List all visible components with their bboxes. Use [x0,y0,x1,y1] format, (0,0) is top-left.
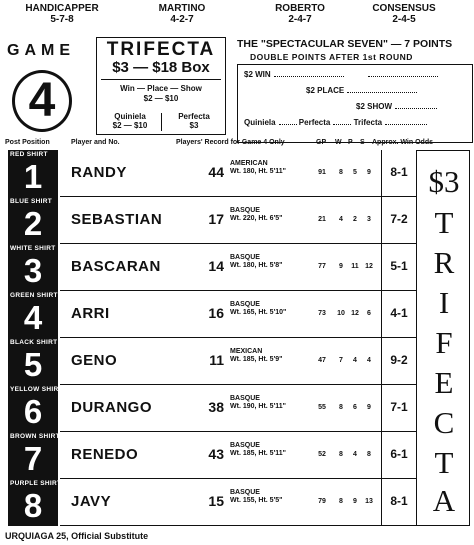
player-number: 16 [208,305,224,321]
shirt-color: BLUE SHIRT [10,198,52,205]
perfecta-label: Perfecta [178,112,210,121]
shows: 12 [365,263,373,270]
shows: 8 [367,451,371,458]
shirt-color: BROWN SHIRT [10,433,60,440]
player-row [0,338,416,385]
divider [381,197,382,244]
martino-picks: 4-2-7 [170,14,194,25]
header-player: Player and No. [71,139,120,146]
post-position-block [8,244,58,291]
player-number: 11 [209,352,224,368]
games-played: 55 [318,404,326,411]
player-origin: AMERICAN [230,160,268,167]
player-name: BASCARAN [71,258,161,275]
win-odds: 4-1 [390,306,408,320]
post-number: 5 [23,346,43,383]
player-physique: Wt. 155, Ht. 5'5" [230,497,283,504]
post-position-block [8,432,58,479]
player-number: 17 [208,211,224,227]
shows: 4 [367,357,371,364]
player-name: RENEDO [71,446,139,463]
shows: 9 [367,404,371,411]
shirt-color: WHITE SHIRT [10,245,56,252]
wins: 8 [339,404,343,411]
places: 11 [351,263,359,270]
player-number: 43 [208,446,224,462]
trifecta-banner [416,150,470,526]
games-played: 77 [318,263,326,270]
places: 4 [353,357,357,364]
handicapper-name: HANDICAPPER [25,3,99,14]
player-name: JAVY [71,493,112,510]
shows: 3 [367,216,371,223]
quiniela-label: Quiniela [244,118,276,127]
post-position-block [8,385,63,432]
shirt-color: PURPLE SHIRT [10,480,62,487]
win-odds: 8-1 [390,494,408,508]
show-blank [395,108,437,109]
places: 12 [351,310,359,317]
post-number: 8 [23,487,43,524]
player-name: RANDY [71,164,127,181]
place-label: $2 PLACE [306,86,345,95]
win-label: $2 WIN [244,70,271,79]
wps-price: $2 — $10 [143,94,179,103]
quiniela-info [105,112,155,130]
wins: 8 [339,451,343,458]
player-details [230,348,282,364]
banner-letter: T [434,205,454,240]
post-number: 4 [23,299,43,336]
post-number: 7 [23,440,43,477]
divider [381,479,382,526]
player-origin: BASQUE [230,442,260,449]
trifecta-info-box [96,37,226,135]
wins: 4 [339,216,343,223]
place-blank [347,92,417,93]
shows: 13 [365,498,373,505]
consensus-picks: 2-4-5 [392,14,416,25]
win-odds: 8-1 [390,165,408,179]
win-blank [368,76,438,77]
trifecta-blank [385,124,427,125]
player-origin: BASQUE [230,254,260,261]
win-odds: 9-2 [390,353,408,367]
perfecta-label: Perfecta [298,118,331,127]
quiniela-price: $2 — $10 [112,121,148,130]
player-origin: BASQUE [230,207,260,214]
player-physique: Wt. 190, Ht. 5'11" [230,403,286,410]
win-entry [244,70,438,79]
banner-letter: I [438,285,450,320]
player-details [230,489,282,505]
header-p: P [348,139,353,146]
places: 6 [353,404,357,411]
player-row [0,479,416,526]
player-number: 15 [208,493,224,509]
player-row [0,244,416,291]
wins: 10 [337,310,345,317]
games-played: 21 [318,216,326,223]
player-physique: Wt. 220, Ht. 6'5" [230,215,283,222]
banner-letter: C [433,405,455,440]
wins: 8 [339,498,343,505]
quiniela-label: Quiniela [114,112,146,121]
shirt-color: YELLOW SHIRT [10,386,63,393]
martino-column [123,3,241,25]
handicapper-picks: 5-7-8 [50,14,74,25]
wps-label: Win — Place — Show [120,84,202,93]
shows: 9 [367,169,371,176]
post-position-block [8,338,58,385]
player-details [230,254,282,270]
quiniela-blank [279,124,297,125]
roberto-name: ROBERTO [275,3,325,14]
win-odds: 6-1 [390,447,408,461]
win-blank [274,76,344,77]
banner-letter: E [434,365,454,400]
player-row [0,150,416,197]
player-name: GENO [71,352,118,369]
divider [381,385,382,432]
player-number: 44 [208,164,224,180]
place-entry [306,86,417,95]
header-s: S [360,139,365,146]
player-physique: Wt. 165, Ht. 5'10" [230,309,287,316]
player-name: ARRI [71,305,110,322]
places: 5 [353,169,357,176]
header-gp: GP [316,139,327,146]
spectacular-subtitle: DOUBLE POINTS AFTER 1st ROUND [250,52,413,62]
player-physique: Wt. 185, Ht. 5'11" [230,450,286,457]
spectacular-title: THE "SPECTACULAR SEVEN" — 7 POINTS [237,38,453,50]
divider [381,291,382,338]
roberto-column [241,3,359,25]
trifecta-label: Trifecta [353,118,383,127]
player-physique: Wt. 180, Ht. 5'8" [230,262,283,269]
spectacular-entry-box [237,64,473,143]
player-details [230,395,286,411]
player-origin: BASQUE [230,489,260,496]
player-row [0,291,416,338]
games-played: 73 [318,310,326,317]
banner-letter: R [433,245,455,280]
banner-price: $3 [428,164,460,199]
player-details [230,160,286,176]
post-number: 1 [23,158,43,195]
player-details [230,207,282,223]
player-row [0,197,416,244]
trifecta-title: TRIFECTA [106,39,216,60]
post-position-block [8,291,58,338]
banner-letter: F [435,325,453,360]
banner-letter: A [432,483,456,518]
win-odds: 7-2 [390,212,408,226]
divider [381,150,382,197]
martino-name: MARTINO [158,3,206,14]
header-record: Players' Record for Game 4 Only [176,139,285,146]
wins: 8 [339,169,343,176]
show-entry [356,102,437,111]
player-origin: MEXICAN [230,348,263,355]
consensus-column [345,3,463,25]
divider [381,432,382,479]
banner-letter: T [434,445,454,480]
player-physique: Wt. 180, Ht. 5'11" [230,168,286,175]
wins: 9 [339,263,343,270]
shirt-color: GREEN SHIRT [10,292,58,299]
player-origin: BASQUE [230,301,260,308]
games-played: 52 [318,451,326,458]
divider [161,113,162,131]
divider [381,338,382,385]
places: 9 [353,498,357,505]
player-number: 38 [208,399,224,415]
post-number: 6 [23,393,43,430]
header-post-position: Post Position [5,139,50,146]
footer-note: URQUIAGA 25, Official Substitute [5,531,149,541]
post-position-block [8,479,62,526]
player-physique: Wt. 185, Ht. 5'9" [230,356,283,363]
player-name: SEBASTIAN [71,211,163,228]
shirt-color: RED SHIRT [10,151,48,158]
player-number: 14 [208,258,224,274]
post-number: 2 [23,205,43,242]
player-details [230,301,286,317]
player-origin: BASQUE [230,395,260,402]
exotic-entry [244,118,427,127]
post-number: 3 [23,252,43,289]
header-odds: Approx. Win Odds [372,139,433,146]
handicapper-column [3,3,121,25]
player-row [0,385,416,432]
player-row [0,432,416,479]
player-details [230,442,286,458]
shows: 6 [367,310,371,317]
perfecta-blank [333,124,351,125]
perfecta-info [169,112,219,130]
show-label: $2 SHOW [356,102,393,111]
win-odds: 7-1 [390,400,408,414]
divider [101,79,221,80]
post-position-block [8,197,58,244]
win-place-show [97,84,225,104]
post-position-block [8,150,58,197]
places: 4 [353,451,357,458]
roberto-picks: 2-4-7 [288,14,312,25]
row-divider [60,525,416,526]
games-played: 79 [318,498,326,505]
places: 2 [353,216,357,223]
player-name: DURANGO [71,399,152,416]
game-number: 4 [12,70,72,132]
shirt-color: BLACK SHIRT [10,339,58,346]
game-label: GAME [7,42,75,59]
games-played: 91 [318,169,326,176]
divider [381,244,382,291]
games-played: 47 [318,357,326,364]
trifecta-price: $3 — $18 Box [112,59,210,76]
wins: 7 [339,357,343,364]
consensus-name: CONSENSUS [372,3,436,14]
perfecta-price: $3 [189,121,199,130]
win-odds: 5-1 [390,259,408,273]
header-w: W [335,139,342,146]
